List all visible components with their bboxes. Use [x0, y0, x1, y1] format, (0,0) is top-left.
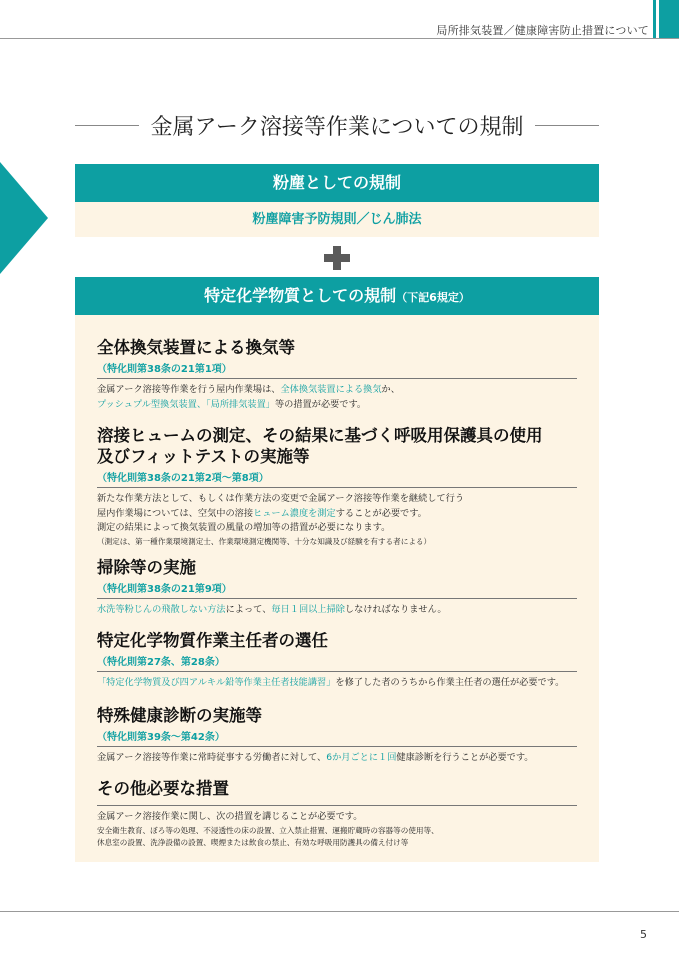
- header-running-title: 局所排気装置／健康障害防止措置について: [436, 24, 649, 37]
- section-ref: （特化則第27条、第28条）: [97, 657, 225, 668]
- plus-icon: [324, 246, 350, 270]
- section-rule: [97, 746, 577, 747]
- section-note: （測定は、第一種作業環境測定士、作業環境測定機関等、十分な知識及び経験を有する者による）: [97, 536, 432, 546]
- section-rule: [97, 805, 577, 806]
- section-heading-line1: 溶接ヒュームの測定、その結果に基づく呼吸用保護具の使用: [97, 426, 543, 445]
- header-divider: [0, 38, 679, 39]
- section-rule: [97, 598, 577, 599]
- title-rule-right: [535, 125, 599, 126]
- title-rule-left: [75, 125, 139, 126]
- section-rule: [97, 378, 577, 379]
- section-body: 新たな作業方法として、もしくは作業方法の変更で金属アーク溶接等作業を継続して行う 屋内作業場については、空気中の溶接ヒューム濃度を測定することが必要です。 測定の結果によって換気装置の風量の増加等の措置が必要になります。 （測定は、第一種作業環境測定士、作業環境測定機関等、十分な知識及び経験を有する者による）: [97, 492, 577, 548]
- header-accent-block: [659, 0, 679, 38]
- section-ventilation: [97, 337, 577, 412]
- section-rule: [97, 671, 577, 672]
- left-arrow-marker: [0, 162, 48, 274]
- section-body: 金属アーク溶接等作業を行う屋内作業場は、全体換気装置による換気か、 プッシュプル型換気装置、「局所排気装置」等の措置が必要です。: [97, 384, 400, 410]
- section-heading: その他必要な措置: [97, 779, 229, 798]
- section-cleaning: [97, 557, 577, 618]
- section-heading: 特殊健康診断の実施等: [97, 706, 262, 725]
- page-title-text: 金属アーク溶接等作業についての規制: [150, 115, 524, 140]
- section-note-line: 休息室の設置、洗浄設備の設置、喫煙または飲食の禁止、有効な呼吸用防護具の備え付け等: [97, 837, 409, 847]
- section-fume-measurement: [97, 425, 577, 548]
- section-health-exam: [97, 705, 577, 766]
- chemical-regulation-bar: [75, 277, 599, 315]
- section-ref: （特化則第38条の21第2項〜第8項）: [97, 473, 269, 484]
- regulations-panel: [75, 315, 599, 862]
- dust-regulation-bar: 粉塵としての規制: [75, 164, 599, 202]
- section-heading: 掃除等の実施: [97, 558, 196, 577]
- dust-law-label: 粉塵障害予防規則／じん肺法: [75, 202, 599, 237]
- section-heading: 全体換気装置による換気等: [97, 338, 295, 357]
- section-rule: [97, 487, 577, 488]
- chemical-bar-label: 特定化学物質としての規制: [204, 286, 397, 305]
- section-body: 金属アーク溶接等作業に常時従事する労働者に対して、6か月ごとに１回健康診断を行うことが必要です。: [97, 752, 534, 763]
- section-heading-line2: 及びフィットテストの実施等: [97, 447, 310, 466]
- section-body: 金属アーク溶接作業に関し、次の措置を講じることが必要です。 安全衛生教育、ぼろ等の処理、不浸透性の床の設置、立入禁止措置、運搬貯蔵時の容器等の使用等、 休息室の設置、洗浄設備の設置、喫煙または飲食の禁止、有効な呼吸用防護具の備え付け等: [97, 810, 577, 849]
- page-title: [75, 110, 599, 141]
- section-chief-appointment: [97, 630, 577, 691]
- section-ref: （特化則第39条〜第42条）: [97, 732, 225, 743]
- section-body: 水洗等粉じんの飛散しない方法によって、毎日１回以上掃除しなければなりません。: [97, 604, 447, 615]
- section-other-measures: [97, 778, 577, 849]
- section-ref: （特化則第38条の21第9項）: [97, 584, 232, 595]
- section-heading: 特定化学物質作業主任者の選任: [97, 631, 328, 650]
- section-ref: （特化則第38条の21第1項）: [97, 364, 232, 375]
- footer-divider: [0, 911, 679, 912]
- section-body: 「特定化学物質及び四アルキル鉛等作業主任者技能講習」を修了した者のうちから作業主任者の選任が必要です。: [97, 677, 565, 688]
- page-number: 5: [640, 928, 647, 941]
- chemical-bar-note: （下記6規定）: [396, 291, 470, 304]
- section-note-line: 安全衛生教育、ぼろ等の処理、不浸透性の床の設置、立入禁止措置、運搬貯蔵時の容器等の使用等、: [97, 825, 439, 835]
